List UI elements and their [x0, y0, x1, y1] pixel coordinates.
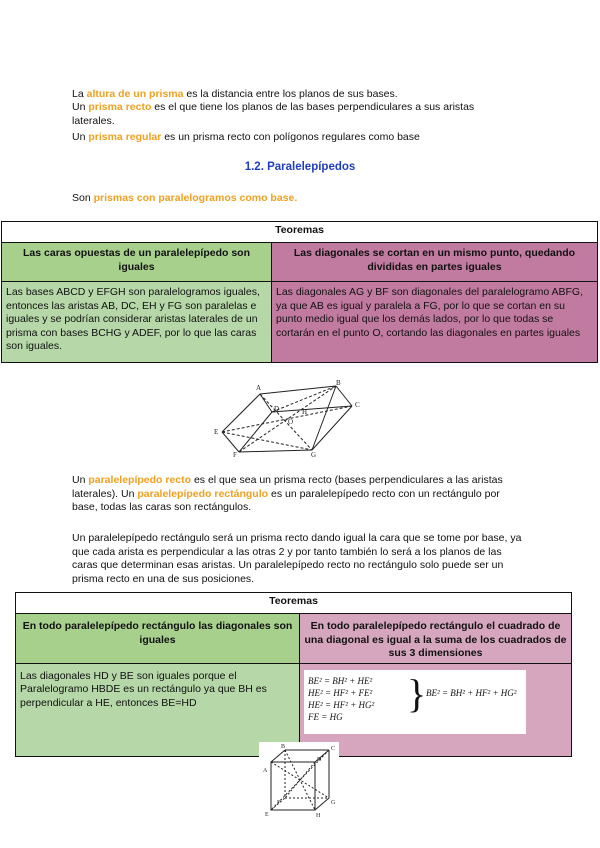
- term-prisma-recto: prisma recto: [88, 101, 152, 113]
- table1-right-header: Las diagonales se cortan en un mismo punto, quedando divididas en partes iguales: [272, 243, 598, 282]
- fig1-label-f: F: [233, 451, 237, 458]
- term-prismas-paralelogramos: prismas con paralelogramos como base.: [93, 192, 298, 204]
- cuboid-diagonals-figure: [259, 742, 339, 818]
- table2-left-header: En todo paralelepípedo rectángulo las diagonales son iguales: [16, 614, 300, 664]
- theorems-table-2: [15, 592, 572, 757]
- section-title: 1.2. Paralelepípedos: [244, 161, 356, 173]
- table1-left-body: Las bases ABCD y EFGH son paralelogramos iguales, entonces las aristas AB, DC, EH y FG son paralelas e iguales y se podrían considerar aristas laterales de un prisma con bases BCHG y ADEF, por lo que las caras son iguales.: [2, 282, 272, 363]
- definition-line: Son prismas con paralelogramos como base.: [72, 192, 298, 204]
- intro-line-prisma-recto: Un prisma recto es el que tiene los planos de las bases perpendiculares a sus aristas laterales.: [72, 101, 475, 127]
- term-paralelepipedo-rectangulo: paralelepípedo rectángulo: [137, 487, 269, 500]
- fig2-label-b: B: [281, 744, 286, 750]
- brace-icon: }: [407, 670, 427, 716]
- fig2-label-h: H: [316, 813, 321, 818]
- handwritten-formula: [304, 670, 526, 734]
- para-paralelepipedo-recto: Un paralelepípedo recto es el que sea un prisma recto (bases perpendiculares a las aristas laterales). Un paralelepípedo rectángulo es un paralelepípedo recto con un rectángulo por base, todas las caras son rectángulos.: [72, 474, 503, 513]
- formula-result: BE² = BH² + HF² + HG²: [426, 687, 517, 698]
- table2-right-body: [300, 663, 572, 756]
- fig1-label-o: O: [288, 418, 294, 426]
- intro-line-altura: La altura de un prisma es la distancia entre los planos de sus bases.: [72, 88, 398, 100]
- fig1-label-a: A: [256, 384, 262, 392]
- term-prisma-regular: prisma regular: [88, 131, 162, 143]
- theorems-table-1: [1, 221, 598, 363]
- fig1-label-g: G: [311, 451, 317, 458]
- fig2-label-g: G: [331, 800, 336, 806]
- fig2-label-f: F: [277, 800, 281, 806]
- formula-line-4: FE = HG: [308, 711, 343, 722]
- formula-line-3: HE² = HF² + HG²: [308, 699, 375, 710]
- fig1-label-e: E: [214, 428, 219, 436]
- fig2-label-d: D: [317, 757, 322, 763]
- term-paralelepipedo-recto: paralelepípedo recto: [88, 474, 192, 486]
- fig2-label-e: E: [265, 812, 269, 818]
- table1-title: Teoremas: [2, 222, 598, 243]
- para-rectangulo-prisma: Un paralelepípedo rectángulo será un prisma recto dando igual la cara que se tome por base, ya que cada arista es perpendicular a las otras 2 y por tanto también lo será a los planos de las caras que determinan esas aristas. Un paralelepípedo recto no rectángulo solo puede ser un prisma recto en una de sus posiciones.: [72, 532, 522, 585]
- fig2-label-c: C: [331, 746, 336, 752]
- formula-line-2: HE² = HF² + FE²: [308, 687, 373, 698]
- formula-line-1: BE² = BH² + HE²: [308, 675, 373, 686]
- table1-right-body: Las diagonales AG y BF son diagonales del paralelogramo ABFG, ya que AB es igual y paralela a FG, por lo que se cortan en su punto medio igual que los demás lados, por lo que todas se cortarán en el punto O, cortando las diagonales en partes iguales: [272, 282, 598, 363]
- fig1-label-h: H: [302, 408, 308, 416]
- table2-left-body: Las diagonales HD y BE son iguales porque el Paralelogramo HBDE es un rectángulo ya que BH es perpendicular a HE, entonces BE=HD: [16, 663, 300, 756]
- table2-title: Teoremas: [16, 593, 572, 614]
- parallelepiped-figure: [212, 380, 362, 458]
- fig1-label-b: B: [336, 380, 341, 387]
- fig2-label-a: A: [263, 768, 268, 774]
- table1-left-header: Las caras opuestas de un paralelepípedo son iguales: [2, 243, 272, 282]
- fig1-label-d: D: [274, 405, 280, 413]
- intro-line-prisma-regular: Un prisma regular es un prisma recto con polígonos regulares como base: [72, 131, 420, 143]
- fig1-label-c: C: [355, 401, 360, 409]
- term-altura: altura de un prisma: [86, 88, 184, 100]
- table2-right-header: En todo paralelepípedo rectángulo el cuadrado de una diagonal es igual a la suma de los cuadrados de sus 3 dimensiones: [300, 614, 572, 664]
